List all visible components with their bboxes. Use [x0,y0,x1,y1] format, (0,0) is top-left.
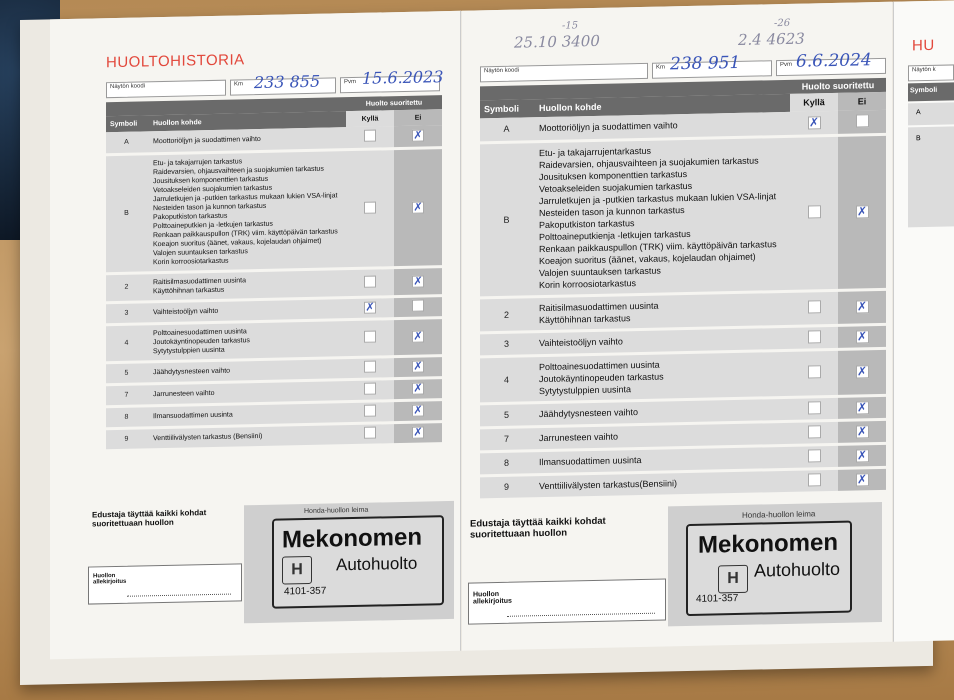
honda-logo: H [718,565,748,594]
no-checkbox[interactable] [856,473,869,486]
no-checkbox[interactable] [412,201,424,213]
check-mark: ✗ [365,300,375,314]
no-cell[interactable] [838,443,886,468]
right-page [462,2,892,651]
yes-checkbox[interactable] [808,425,821,438]
check-mark: ✗ [413,359,423,373]
yes-cell[interactable] [790,325,838,350]
pencil-note-1: 25.10 3400 [514,31,600,52]
check-mark: ✗ [413,200,423,214]
stamp-area [244,501,454,623]
check-mark: ✗ [856,423,868,438]
check-mark: ✗ [856,328,868,343]
yes-cell[interactable] [790,290,838,326]
symbol-cell: A [480,117,533,142]
no-cell[interactable] [394,377,442,400]
symbol-cell: 5 [106,361,147,384]
dealer-stamp [686,521,852,616]
task-description: Jäähdytysnesteen vaihto [533,397,790,426]
yes-cell[interactable] [790,444,838,469]
task-description: Jarrunesteen vaihto [533,421,790,450]
yes-cell[interactable] [346,267,394,297]
no-cell[interactable] [838,289,886,325]
check-mark: ✗ [413,329,423,343]
task-description: Moottoriöljyn ja suodattimen vaihto [533,112,790,141]
signature-label: Huollon allekirjoitus [473,590,512,606]
service-booklet [20,1,938,685]
symbol-cell: 3 [106,301,147,324]
yes-checkbox[interactable] [808,330,821,343]
yes-cell[interactable] [346,356,394,379]
symbol-cell: 2 [106,272,147,302]
km-value: 238 951 [670,52,741,75]
representative-note: Edustaja täyttää kaikki kohdat suoritettuaan huollon [92,508,207,529]
signature-line [127,594,231,597]
signature-label: Huollon allekirjoitus [93,573,127,586]
yes-cell[interactable] [790,349,838,397]
symbol-cell: 2 [480,296,533,332]
yes-cell[interactable] [790,420,838,445]
yes-cell[interactable] [346,296,394,319]
service-row [106,147,442,273]
no-checkbox[interactable] [856,365,869,378]
no-cell[interactable] [394,147,442,267]
no-checkbox[interactable] [856,401,869,414]
done-header: Huolto suoritettu [790,78,886,94]
task-description: Vaihteistoöljyn vaihto [147,297,346,323]
yes-cell[interactable] [790,111,838,136]
yes-cell[interactable] [346,148,394,268]
yes-checkbox[interactable] [808,116,821,129]
symbol-cell: 8 [106,405,147,428]
task-description: Ilmansuodattimen uusinta [533,445,790,474]
no-cell[interactable] [838,110,886,135]
no-cell[interactable] [394,421,442,444]
service-table [480,78,886,501]
no-checkbox[interactable] [412,300,424,312]
km-label: Km [656,64,665,71]
no-checkbox[interactable] [856,114,869,127]
left-page [50,11,461,660]
yes-header: Kyllä [346,110,394,127]
yes-cell[interactable] [346,400,394,423]
check-mark: ✗ [856,299,868,314]
symbol-cell: A [908,102,954,125]
service-row [480,134,886,298]
page-title: HU [912,36,935,55]
stamp-brand: Mekonomen [698,528,839,559]
stamp-brand: Mekonomen [282,523,423,554]
yes-checkbox[interactable] [364,130,376,142]
symbol-cell: 9 [106,427,147,450]
no-header: Ei [394,109,442,126]
no-checkbox[interactable] [412,275,424,287]
pencil-note-3: -15 [562,20,579,32]
signature-box [468,578,666,624]
no-cell[interactable] [394,266,442,296]
target-header: Huollon kohde [147,111,346,131]
service-table [106,95,442,452]
task-description: Raitisilmasuodattimen uusinta Käyttöhihnan tarkastus [147,268,346,301]
no-cell[interactable] [394,317,442,356]
symbol-header: Symboli [106,115,147,132]
no-checkbox[interactable] [412,427,424,439]
no-checkbox[interactable] [856,300,869,313]
symbol-cell: A [106,131,147,154]
signature-line [507,613,655,617]
no-checkbox[interactable] [856,449,869,462]
code-field [106,80,226,99]
yes-checkbox[interactable] [364,275,376,287]
check-mark: ✗ [856,471,868,486]
no-checkbox[interactable] [856,205,869,218]
yes-checkbox[interactable] [808,365,821,378]
code-field [480,63,648,83]
yes-cell[interactable] [346,318,394,357]
yes-checkbox[interactable] [364,383,376,395]
no-checkbox[interactable] [856,330,869,343]
no-cell[interactable] [394,295,442,318]
pencil-note-2: 2.4 4623 [738,29,805,49]
no-cell[interactable] [394,125,442,148]
no-cell[interactable] [838,134,886,290]
symbol-cell: 3 [480,331,533,356]
date-label: Pvm [344,78,356,86]
task-description: Etu- ja takajarrujentarkastus Raidevarsien, ohjausvaihteen ja suojakumien tarkastus Jousituksen komponenttien tarkastus Vetoakseleiden suojakumien tarkastus Jarruletkujen ja -putkien tarkastus mukaan lukien VSA-linjat Nesteiden tason ja kunnon tarkastus Pakoputkiston tarkastus Polttoaineputkienja -letkujen tarkastus Renkaan paikkauspullon (TRK) viim. käyttöpäivän tarkastus Koeajon suoritus (äänet, vakaus, kojelaudan ohjaimet) Valojen suuntauksen tarkastus Korin korroosiotarkastus [533,136,790,296]
pencil-note-4: -26 [774,17,791,30]
service-row [480,348,886,404]
date-value: 15.6.2023 [362,67,444,88]
stamp-phone: 4101-357 [284,585,327,598]
target-header: Huollon kohde [533,94,790,117]
task-description: Venttiilivälysten tarkastus(Bensiini) [533,469,790,498]
yes-checkbox[interactable] [364,361,376,373]
no-cell[interactable] [394,355,442,378]
yes-cell[interactable] [790,135,838,291]
yes-checkbox[interactable] [364,331,376,343]
no-cell[interactable] [838,419,886,444]
yes-checkbox[interactable] [364,427,376,439]
dealer-stamp [272,515,444,609]
no-checkbox[interactable] [412,405,424,417]
yes-cell[interactable] [790,396,838,421]
symbol-cell: B [908,126,954,227]
no-header: Ei [838,92,886,111]
symbol-cell: 4 [480,355,533,403]
code-field [908,64,954,81]
symbol-header: Symboli [480,99,533,118]
task-description: Jarrunesteen vaihto [147,379,346,405]
representative-note: Edustaja täyttää kaikki kohdat suoritettuaan huollon [470,515,606,541]
check-mark: ✗ [413,274,423,288]
task-description: Polttoainesuodattimen uusinta Joutokäyntinopeuden tarkastus Sytytystulppien uusinta [533,350,790,402]
km-value: 233 855 [254,71,321,93]
check-mark: ✗ [856,399,868,414]
yes-checkbox[interactable] [808,300,821,313]
no-checkbox[interactable] [412,331,424,343]
symbol-cell: B [106,153,147,273]
check-mark: ✗ [856,204,868,219]
yes-checkbox[interactable] [364,302,376,314]
code-label: Näytön koodi [484,67,520,75]
no-checkbox[interactable] [412,130,424,142]
check-mark: ✗ [413,403,423,417]
symbol-header: Symboli [908,82,954,101]
stamp-area [668,502,882,626]
symbol-cell: 7 [106,383,147,406]
no-cell[interactable] [838,395,886,420]
stamp-label: Honda-huollon leima [304,506,369,516]
yes-cell[interactable] [346,126,394,149]
km-label: Km [234,81,243,88]
date-label: Pvm [780,61,792,69]
yes-checkbox[interactable] [808,401,821,414]
no-cell[interactable] [838,348,886,396]
check-mark: ✗ [856,364,868,379]
check-mark: ✗ [413,381,423,395]
signature-box [88,563,242,604]
stamp-phone: 4101-357 [696,592,739,605]
honda-logo: H [282,556,312,585]
check-mark: ✗ [413,128,423,143]
no-cell[interactable] [838,324,886,349]
no-checkbox[interactable] [412,383,424,395]
next-page-edge [893,0,954,641]
task-description: Polttoainesuodattimen uusinta Joutokäyntinopeuden tarkastus Sytytystulppien uusinta [147,319,346,361]
yes-cell[interactable] [346,422,394,445]
check-mark: ✗ [808,115,820,130]
symbol-cell: 4 [106,323,147,362]
task-description: Jäähdytysnesteen vaihto [147,357,346,383]
done-header: Huolto suoritettu [346,95,442,111]
no-checkbox[interactable] [412,361,424,373]
yes-checkbox[interactable] [364,201,376,213]
check-mark: ✗ [856,447,868,462]
no-checkbox[interactable] [856,425,869,438]
task-description: Etu- ja takajarrujen tarkastus Raidevarsien, ohjausvaihteen ja suojakumien tarkastus Jousituksen komponenttien tarkastus Vetoakseleiden suojakumien tarkastus Jarruletkujen ja -putkien tarkastus mukaan lukien VSA-linjat Nesteiden tason ja kunnon tarkastus Pakoputkiston tarkastus Polttoaineputkien ja -letkujen tarkastus Renkaan paikkauspullon (TRK) viim. käyttöpäivän tarkastus Koeajon suoritus (äänet, vakaus, kojelaudan ohjaimet) Valojen suuntauksen tarkastus Korin korroosiotarkastus [147,149,346,272]
code-label: Näytön k [912,66,936,74]
no-cell[interactable] [394,399,442,422]
yes-checkbox[interactable] [808,205,821,218]
symbol-cell: B [480,141,533,297]
symbol-cell: 9 [480,474,533,499]
yes-header: Kyllä [790,93,838,112]
check-mark: ✗ [413,425,423,439]
task-description: Raitisilmasuodattimen uusinta Käyttöhihnan tarkastus [533,291,790,331]
yes-checkbox[interactable] [808,473,821,486]
no-cell[interactable] [838,467,886,492]
task-description: Moottoriöljyn ja suodattimen vaihto [147,127,346,153]
symbol-cell: 8 [480,450,533,475]
yes-checkbox[interactable] [808,449,821,462]
date-value: 6.6.2024 [796,50,872,72]
page-title: HUOLTOHISTORIA [106,51,245,72]
code-label: Näytön koodi [110,83,146,91]
symbol-cell: 5 [480,402,533,427]
stamp-subtitle: Autohuolto [336,553,418,575]
stamp-subtitle: Autohuolto [754,558,841,581]
symbol-cell: 7 [480,426,533,451]
yes-cell[interactable] [790,468,838,493]
task-description: Venttiilivälysten tarkastus (Bensiini) [147,423,346,449]
yes-checkbox[interactable] [364,405,376,417]
task-description: Ilmansuodattimen uusinta [147,401,346,427]
stamp-label: Honda-huollon leima [742,509,816,520]
yes-cell[interactable] [346,378,394,401]
task-description: Vaihteistoöljyn vaihto [533,326,790,355]
